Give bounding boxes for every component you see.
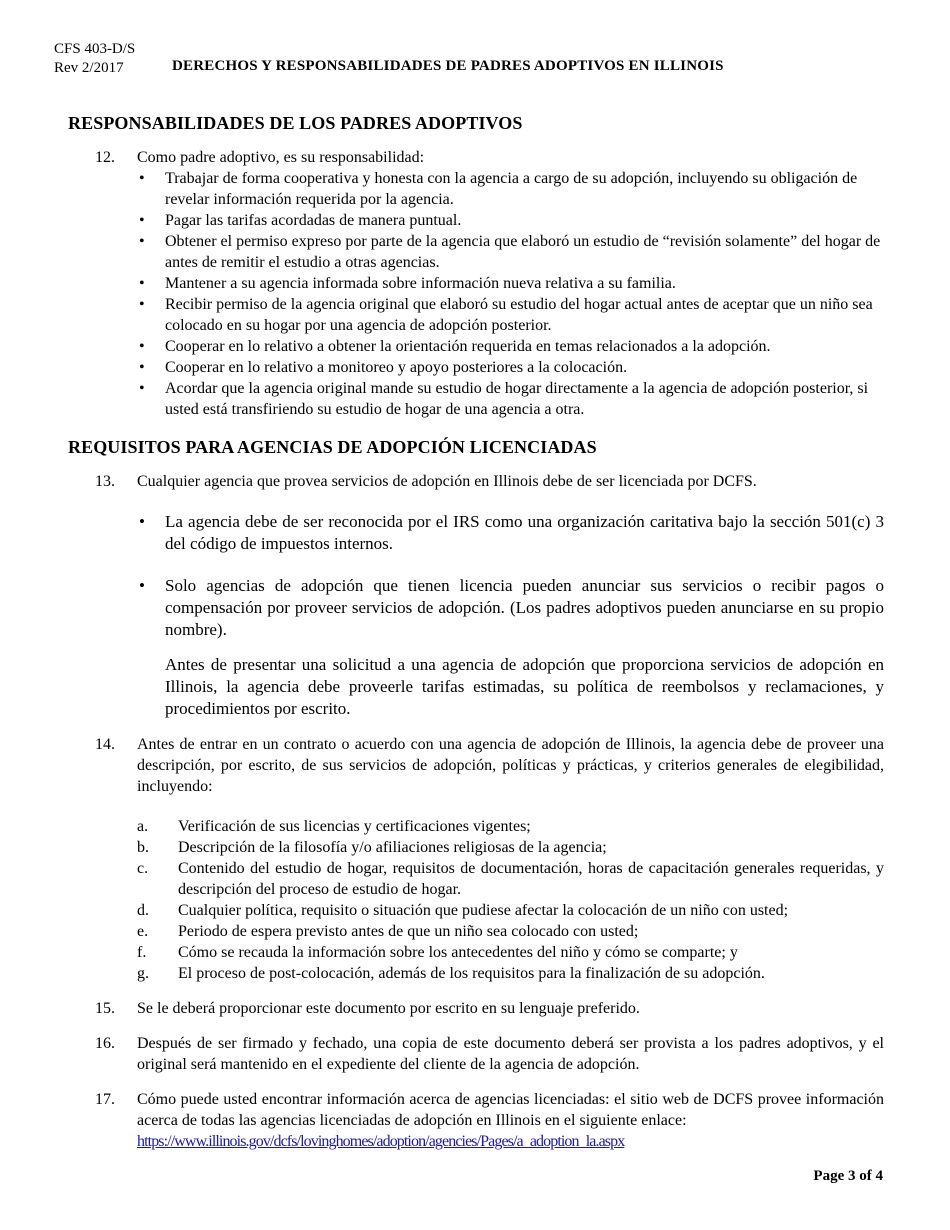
list-item <box>137 816 884 837</box>
responsibility-list <box>137 168 884 420</box>
list-item: • Cooperar en lo relativo a monitoreo y apoyo posteriores a la colocación. <box>137 357 884 378</box>
agency-requirement-list <box>137 511 884 641</box>
list-item <box>137 942 884 963</box>
list-letter: b. <box>137 839 149 856</box>
item-paragraph: Antes de presentar una solicitud a una agencia de adopción que proporciona servicios de adopción en Illinois, la agencia debe proveerle tarifas estimadas, su política de reembolsos y reclamaciones, y procedimientos por escrito. <box>165 655 884 718</box>
list-item: • Pagar las tarifas acordadas de manera puntual. <box>137 210 884 231</box>
list-item: • Acordar que la agencia original mande su estudio de hogar directamente a la agencia de adopción posterior, si usted está transfiriendo su estudio de hogar de una agencia a otra. <box>137 378 884 420</box>
list-letter: c. <box>137 860 149 877</box>
list-letter: a. <box>137 818 149 835</box>
form-number: CFS 403-D/S <box>54 41 136 57</box>
item-text: Como padre adoptivo, es su responsabilidad: <box>137 149 425 166</box>
list-text: Periodo de espera previsto antes de que un niño sea colocado con usted; <box>178 923 639 940</box>
list-item: • Trabajar de forma cooperativa y honesta con la agencia a cargo de su adopción, incluyendo su obligación de revelar información requerida por la agencia. <box>137 168 884 210</box>
list-item: • La agencia debe de ser reconocida por el IRS como una organización caritativa bajo la sección 501(c) 3 del código de impuestos internos. <box>137 511 884 555</box>
criteria-list <box>137 816 884 984</box>
item-17 <box>68 1089 884 1152</box>
item-text: Cualquier agencia que provea servicios de adopción en Illinois debe de ser licenciada por DCFS. <box>137 473 757 490</box>
list-letter: d. <box>137 902 149 919</box>
item-text: Antes de entrar en un contrato o acuerdo con una agencia de adopción de Illinois, la agencia debe de proveer una descripción, por escrito, de sus servicios de adopción, políticas y prácticas, y criterios generales de elegibilidad, incluyendo: <box>137 736 884 795</box>
document-title: DERECHOS Y RESPONSABILIDADES DE PADRES ADOPTIVOS EN ILLINOIS <box>172 58 724 74</box>
item-12 <box>68 147 884 420</box>
item-text: Se le deberá proporcionar este documento por escrito en su lenguaje preferido. <box>137 1000 640 1017</box>
section-heading-responsibilities: RESPONSABILIDADES DE LOS PADRES ADOPTIVOS <box>68 113 523 133</box>
list-item: • Obtener el permiso expreso por parte de la agencia que elaboró un estudio de “revisión solamente” del hogar de antes de remitir el estudio a otras agencias. <box>137 231 884 273</box>
form-id-block <box>54 40 135 78</box>
list-text: Cualquier política, requisito o situación que pudiese afectar la colocación de un niño con usted; <box>178 902 789 919</box>
section-heading-requirements: REQUISITOS PARA AGENCIAS DE ADOPCIÓN LICENCIADAS <box>68 437 597 457</box>
list-text: Cómo se recauda la información sobre los antecedentes del niño y cómo se comparte; y <box>178 944 738 961</box>
document-body <box>68 112 884 1152</box>
item-14 <box>68 734 884 984</box>
list-item <box>137 858 884 900</box>
item-number: 15. <box>95 1000 115 1017</box>
list-text: Descripción de la filosofía y/o afiliaciones religiosas de la agencia; <box>178 839 607 856</box>
item-16 <box>68 1033 884 1075</box>
list-item <box>137 921 884 942</box>
item-text: Después de ser firmado y fechado, una copia de este documento deberá ser provista a los padres adoptivos, y el original será mantenido en el expediente del cliente de la agencia de adopción. <box>137 1035 884 1073</box>
list-text: Verificación de sus licencias y certificaciones vigentes; <box>178 818 531 835</box>
item-number: 14. <box>95 736 115 753</box>
list-item <box>137 837 884 858</box>
dcfs-agencies-link[interactable]: https://www.illinois.gov/dcfs/lovinghomes/adoption/agencies/Pages/a_adoption_la.aspx <box>137 1133 625 1150</box>
revision-date: Rev 2/2017 <box>54 60 124 76</box>
item-text: Cómo puede usted encontrar información acerca de agencias licenciadas: el sitio web de DCFS provee información acerca de todas las agencias licenciadas de adopción en Illinois en el siguiente enlace: <box>137 1091 884 1129</box>
list-letter: e. <box>137 923 149 940</box>
item-15 <box>68 998 884 1019</box>
list-item: • Mantener a su agencia informada sobre información nueva relativa a su familia. <box>137 273 884 294</box>
list-item <box>137 963 884 984</box>
item-number: 17. <box>95 1091 115 1108</box>
list-item: • Solo agencias de adopción que tienen licencia pueden anunciar sus servicios o recibir pagos o compensación por proveer servicios de adopción. (Los padres adoptivos pueden anunciarse en su propio nombre). <box>137 575 884 641</box>
list-item: • Cooperar en lo relativo a obtener la orientación requerida en temas relacionados a la adopción. <box>137 336 884 357</box>
item-number: 12. <box>95 149 115 166</box>
list-text: Contenido del estudio de hogar, requisitos de documentación, horas de capacitación generales requeridas, y descripción del proceso de estudio de hogar. <box>178 860 884 898</box>
item-13 <box>68 471 884 720</box>
list-item <box>137 900 884 921</box>
list-text: El proceso de post-colocación, además de los requisitos para la finalización de su adopción. <box>178 965 765 982</box>
page-number: Page 3 of 4 <box>813 1168 883 1184</box>
list-letter: g. <box>137 965 149 982</box>
list-letter: f. <box>137 944 147 961</box>
item-number: 13. <box>95 473 115 490</box>
list-item: • Recibir permiso de la agencia original que elaboró su estudio del hogar actual antes de aceptar que un niño sea colocado en su hogar por una agencia de adopción posterior. <box>137 294 884 336</box>
item-number: 16. <box>95 1035 115 1052</box>
